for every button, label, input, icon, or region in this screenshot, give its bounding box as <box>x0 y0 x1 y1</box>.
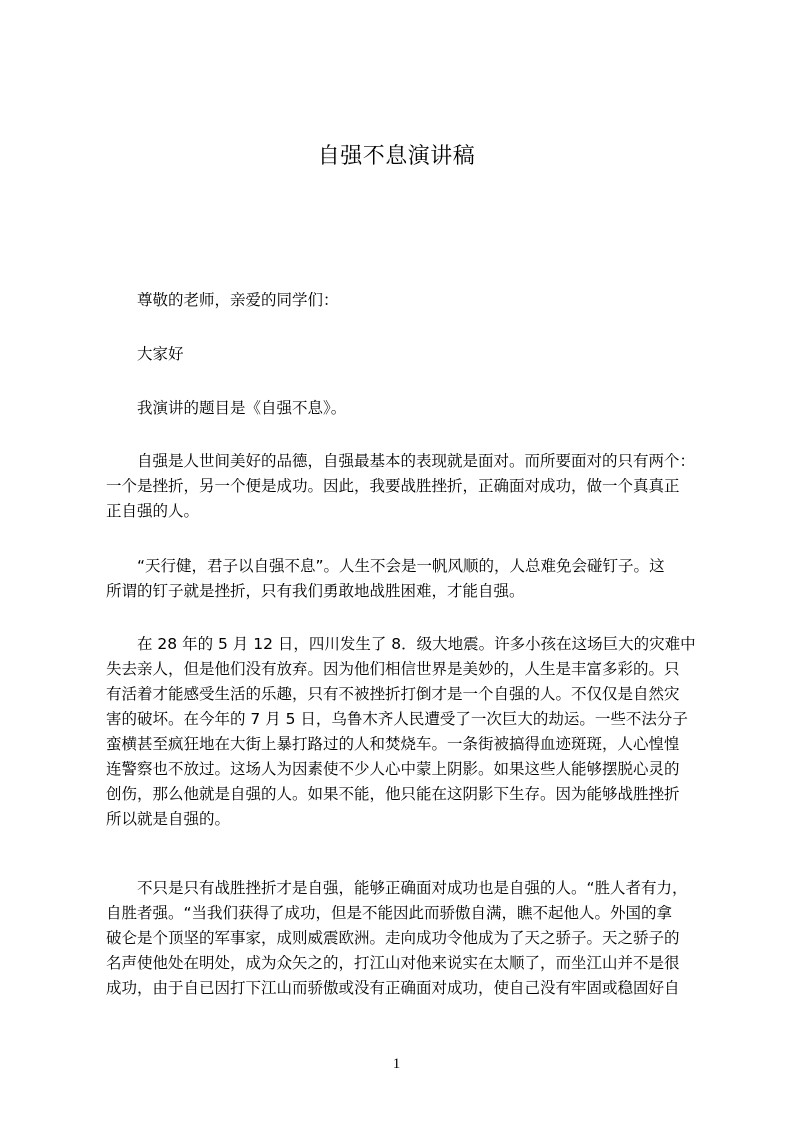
body-paragraph-1 <box>106 449 710 524</box>
paragraph-line: 破仑是个顶坚的军事家，成则威震欧洲。走向成功令他成为了天之骄子。天之骄子的 <box>106 929 680 947</box>
paragraph-line: 成功，由于自已因打下江山而骄傲或没有正确面对成功，使自己没有牢固或稳固好自 <box>106 979 680 997</box>
greeting-paragraph <box>106 288 710 313</box>
body-paragraph-4 <box>106 876 710 1001</box>
paragraph-line: “天行健，君子以自强不息”。人生不会是一帆风顺的，人总难免会碰钉子。这 <box>137 557 665 575</box>
body-paragraph-2 <box>106 554 710 604</box>
paragraph-line: 在 28 年的 5 月 12 日，四川发生了 8．级大地震。许多小孩在这场巨大的灾难中 <box>137 635 696 653</box>
paragraph-line: 有活着才能感受生活的乐趣，只有不被挫折打倒才是一个自强的人。不仅仅是自然灾 <box>106 685 680 703</box>
paragraph-line: 蛮横甚至疯狂地在大街上暴打路过的人和焚烧车。一条街被搞得血迹斑斑，人心惶惶 <box>106 735 680 753</box>
paragraph-line: 害的破坏。在今年的 7 月 5 日，乌鲁木齐人民遭受了一次巨大的劫运。一些不法分子 <box>106 710 688 728</box>
paragraph-line: 所以就是自强的。 <box>106 810 231 828</box>
paragraph-line: 自强是人世间美好的品德，自强最基本的表现就是面对。而所要面对的只有两个： <box>137 452 696 470</box>
paragraph-line: 连警察也不放过。这场人为因素使不少人心中蒙上阴影。如果这些人能够摆脱心灵的 <box>106 760 680 778</box>
paragraph-line: 失去亲人，但是他们没有放弃。因为他们相信世界是美妙的，人生是丰富多彩的。只 <box>106 660 680 678</box>
topic-paragraph <box>106 396 710 421</box>
page-number: 1 <box>392 1056 401 1072</box>
paragraph-line: 名声使他处在明处，成为众矢之的，打江山对他来说实在太顺了，而坐江山并不是很 <box>106 954 680 972</box>
greeting-text: 尊敬的老师，亲爱的同学们： <box>137 291 339 309</box>
paragraph-line: 正自强的人。 <box>106 502 200 520</box>
hello-paragraph <box>106 342 710 367</box>
paragraph-line: 所谓的钉子就是挫折，只有我们勇敢地战胜困难，才能自强。 <box>106 582 525 600</box>
paragraph-line: 不只是只有战胜挫折才是自强，能够正确面对成功也是自强的人。“胜人者有力， <box>137 879 688 897</box>
document-title: 自强不息演讲稿 <box>317 144 476 169</box>
paragraph-line: 创伤，那么他就是自强的人。如果不能，他只能在这阴影下生存。因为能够战胜挫折 <box>106 785 680 803</box>
body-paragraph-3 <box>106 632 710 832</box>
hello-text: 大家好 <box>137 345 184 363</box>
paragraph-line: 自胜者强。“当我们获得了成功，但是不能因此而骄傲自满，瞧不起他人。外国的拿 <box>106 904 673 922</box>
paragraph-line: 一个是挫折，另一个便是成功。因此，我要战胜挫折，正确面对成功，做一个真真正 <box>106 477 680 495</box>
topic-text: 我演讲的题目是《自强不息》。 <box>137 399 347 417</box>
